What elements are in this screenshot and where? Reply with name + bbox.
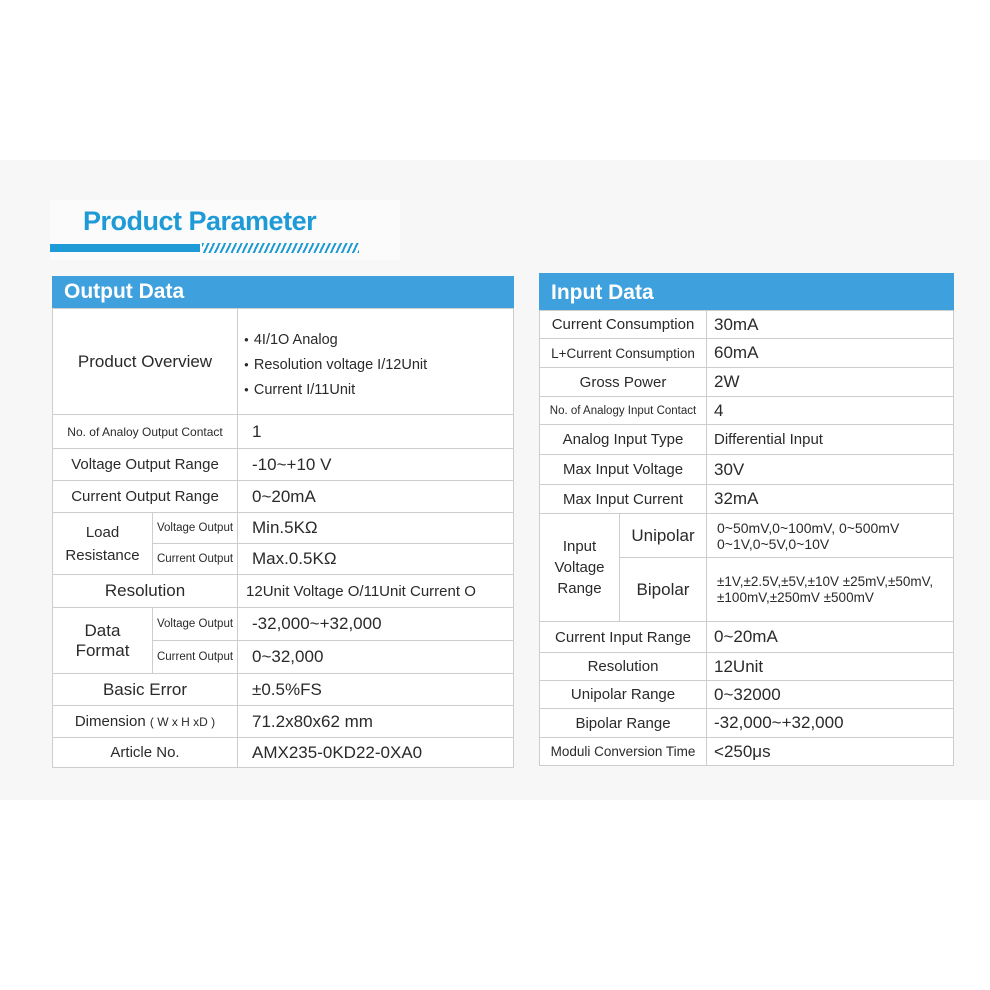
input-type-label: Analog Input Type bbox=[540, 425, 707, 455]
load-current-label: Current Output bbox=[153, 544, 238, 575]
section-heading bbox=[50, 200, 400, 260]
current-range-label: Current Output Range bbox=[53, 481, 238, 513]
table-row bbox=[53, 415, 514, 449]
voltage-range-value: -10~+10 V bbox=[238, 449, 514, 481]
dimension-unit: ( W x H xD ) bbox=[149, 715, 216, 729]
bipolar-range-label: Bipolar Range bbox=[540, 709, 707, 738]
list-item: ● 4I/1O Analog bbox=[244, 327, 513, 352]
table-row bbox=[540, 425, 954, 455]
input-data-panel bbox=[539, 273, 954, 766]
table-row bbox=[540, 339, 954, 368]
input-voltage-range-label: Input Voltage Range bbox=[540, 514, 620, 622]
load-resistance-label: Load Resistance bbox=[53, 513, 153, 575]
table-row bbox=[53, 608, 514, 641]
input-resolution-value: 12Unit bbox=[707, 653, 954, 681]
load-voltage-label: Voltage Output bbox=[153, 513, 238, 544]
max-current-value: 32mA bbox=[707, 485, 954, 514]
input-resolution-label: Resolution bbox=[540, 653, 707, 681]
input-data-table bbox=[539, 310, 954, 766]
conversion-time-label: Moduli Conversion Time bbox=[540, 738, 707, 766]
output-data-table bbox=[52, 308, 514, 768]
format-current-label: Current Output bbox=[153, 641, 238, 674]
table-row bbox=[540, 709, 954, 738]
table-row bbox=[53, 309, 514, 415]
format-voltage-value: -32,000~+32,000 bbox=[238, 608, 514, 641]
load-voltage-value: Min.5KΩ bbox=[238, 513, 514, 544]
bipolar-value: ±1V,±2.5V,±5V,±10V ±25mV,±50mV,±100mV,±250mV ±500mV bbox=[707, 558, 954, 622]
unipolar-range-value: 0~32000 bbox=[707, 681, 954, 709]
table-row bbox=[53, 706, 514, 738]
bipolar-label: Bipolar bbox=[620, 558, 707, 622]
list-item: ● Resolution voltage I/12Unit bbox=[244, 352, 513, 377]
overview-cell bbox=[238, 309, 514, 415]
title-underline bbox=[50, 244, 200, 252]
table-row bbox=[53, 513, 514, 544]
table-row bbox=[540, 397, 954, 425]
l-current-consumption-value: 60mA bbox=[707, 339, 954, 368]
max-voltage-label: Max Input Voltage bbox=[540, 455, 707, 485]
bipolar-range-value: -32,000~+32,000 bbox=[707, 709, 954, 738]
resolution-label: Resolution bbox=[53, 575, 238, 608]
input-contacts-value: 4 bbox=[707, 397, 954, 425]
article-value: AMX235-0KD22-0XA0 bbox=[238, 738, 514, 768]
max-current-label: Max Input Current bbox=[540, 485, 707, 514]
unipolar-range-label: Unipolar Range bbox=[540, 681, 707, 709]
current-input-range-label: Current Input Range bbox=[540, 622, 707, 653]
title-stripes bbox=[202, 243, 359, 253]
current-range-value: 0~20mA bbox=[238, 481, 514, 513]
contacts-value: 1 bbox=[238, 415, 514, 449]
basic-error-value: ±0.5%FS bbox=[238, 674, 514, 706]
table-row bbox=[540, 681, 954, 709]
dimension-value: 71.2x80x62 mm bbox=[238, 706, 514, 738]
voltage-range-label: Voltage Output Range bbox=[53, 449, 238, 481]
table-row bbox=[540, 622, 954, 653]
table-row bbox=[53, 738, 514, 768]
current-consumption-value: 30mA bbox=[707, 311, 954, 339]
output-data-panel bbox=[52, 276, 514, 768]
input-type-value: Differential Input bbox=[707, 425, 954, 455]
input-data-title: Input Data bbox=[539, 273, 954, 310]
table-row bbox=[53, 575, 514, 608]
table-row bbox=[53, 449, 514, 481]
table-row bbox=[540, 368, 954, 397]
format-current-value: 0~32,000 bbox=[238, 641, 514, 674]
list-item: ● Current I/11Unit bbox=[244, 377, 513, 402]
table-row bbox=[540, 514, 954, 558]
resolution-value: 12Unit Voltage O/11Unit Current O bbox=[238, 575, 514, 608]
input-contacts-label: No. of Analogy Input Contact bbox=[540, 397, 707, 425]
max-voltage-value: 30V bbox=[707, 455, 954, 485]
overview-label: Product Overview bbox=[53, 309, 238, 415]
basic-error-label: Basic Error bbox=[53, 674, 238, 706]
page-title: Product Parameter bbox=[83, 206, 317, 236]
dimension-label: Dimension bbox=[74, 713, 146, 730]
gross-power-value: 2W bbox=[707, 368, 954, 397]
article-label: Article No. bbox=[53, 738, 238, 768]
contacts-label: No. of Analoy Output Contact bbox=[53, 415, 238, 449]
format-voltage-label: Voltage Output bbox=[153, 608, 238, 641]
dimension-label-cell bbox=[53, 706, 238, 738]
unipolar-value: 0~50mV,0~100mV, 0~500mV 0~1V,0~5V,0~10V bbox=[707, 514, 954, 558]
table-row bbox=[540, 311, 954, 339]
current-input-range-value: 0~20mA bbox=[707, 622, 954, 653]
table-row bbox=[540, 738, 954, 766]
overview-list bbox=[238, 321, 513, 402]
table-row bbox=[540, 653, 954, 681]
output-data-title: Output Data bbox=[52, 276, 514, 308]
load-current-value: Max.0.5KΩ bbox=[238, 544, 514, 575]
table-row bbox=[53, 481, 514, 513]
gross-power-label: Gross Power bbox=[540, 368, 707, 397]
data-format-label: Data Format bbox=[53, 608, 153, 674]
conversion-time-value: <250μs bbox=[707, 738, 954, 766]
table-row bbox=[53, 674, 514, 706]
l-current-consumption-label: L+Current Consumption bbox=[540, 339, 707, 368]
table-row bbox=[540, 455, 954, 485]
unipolar-label: Unipolar bbox=[620, 514, 707, 558]
current-consumption-label: Current Consumption bbox=[540, 311, 707, 339]
table-row bbox=[540, 485, 954, 514]
